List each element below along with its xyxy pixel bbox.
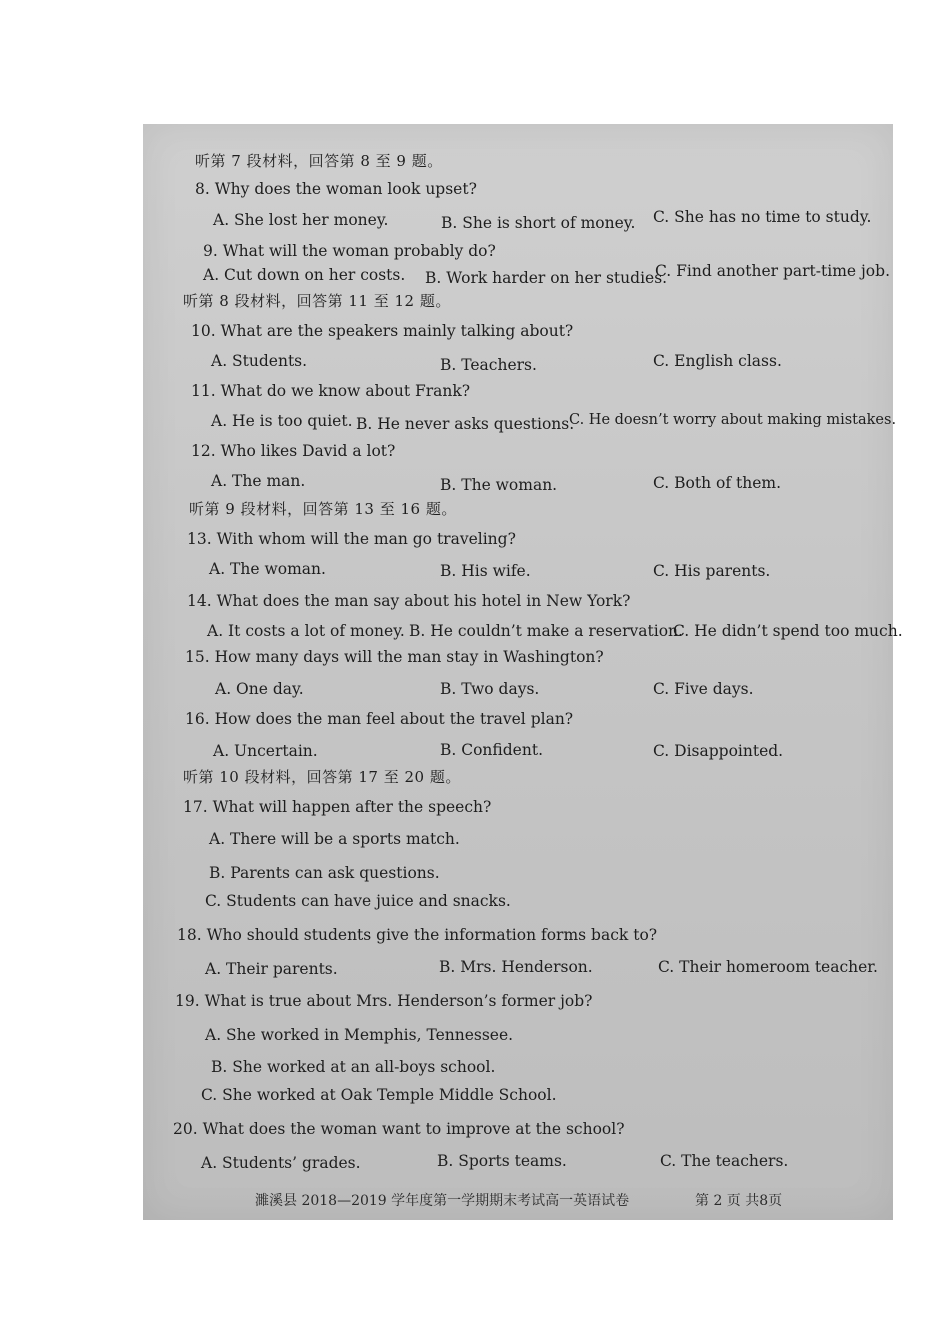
option-b: B. The woman. bbox=[440, 476, 558, 494]
option-b: B. Sports teams. bbox=[437, 1152, 567, 1170]
option-b: B. He couldn’t make a reservation. bbox=[409, 622, 683, 640]
option-c: C. Their homeroom teacher. bbox=[658, 958, 878, 976]
option-a: A. One day. bbox=[215, 680, 304, 698]
option-c: C. Both of them. bbox=[653, 474, 782, 492]
question-text: 14. What does the man say about his hotel in New York? bbox=[187, 592, 631, 610]
option-b: B. She worked at an all-boys school. bbox=[211, 1058, 496, 1076]
option-c: C. Find another part-time job. bbox=[655, 262, 890, 280]
option-a: A. Their parents. bbox=[205, 960, 338, 978]
question-text: 9. What will the woman probably do? bbox=[203, 242, 496, 260]
option-c: C. His parents. bbox=[653, 562, 771, 580]
option-b: B. His wife. bbox=[440, 562, 531, 580]
option-a: A. Uncertain. bbox=[213, 742, 318, 760]
option-b: B. She is short of money. bbox=[441, 214, 636, 232]
option-c: C. Five days. bbox=[653, 680, 754, 698]
option-b: B. Two days. bbox=[440, 680, 540, 698]
page-number: 第 2 页 共8页 bbox=[695, 1193, 783, 1209]
exam-page bbox=[143, 124, 903, 1220]
section-heading: 听第 7 段材料，回答第 8 至 9 题。 bbox=[195, 152, 443, 170]
option-c: C. He didn’t spend too much. bbox=[673, 622, 903, 640]
option-a: A. Students’ grades. bbox=[201, 1154, 361, 1172]
option-b: B. Work harder on her studies. bbox=[425, 269, 668, 287]
option-c: C. Disappointed. bbox=[653, 742, 784, 760]
option-b: B. He never asks questions. bbox=[356, 415, 575, 433]
option-c: C. The teachers. bbox=[660, 1152, 789, 1170]
option-c: C. He doesn’t worry about making mistakes. bbox=[569, 412, 897, 428]
option-a: A. She worked in Memphis, Tennessee. bbox=[205, 1026, 514, 1044]
section-heading: 听第 9 段材料，回答第 13 至 16 题。 bbox=[189, 500, 457, 518]
question-text: 10. What are the speakers mainly talking about? bbox=[191, 322, 574, 340]
option-b: B. Confident. bbox=[440, 741, 543, 759]
option-a: A. She lost her money. bbox=[213, 211, 389, 229]
question-text: 11. What do we know about Frank? bbox=[191, 382, 471, 400]
question-text: 12. Who likes David a lot? bbox=[191, 442, 396, 460]
question-text: 16. How does the man feel about the travel plan? bbox=[185, 710, 574, 728]
option-a: A. The woman. bbox=[209, 560, 326, 578]
option-a: A. There will be a sports match. bbox=[209, 830, 460, 848]
section-heading: 听第 10 段材料，回答第 17 至 20 题。 bbox=[183, 768, 461, 786]
option-a: A. Cut down on her costs. bbox=[203, 266, 406, 284]
option-a: A. Students. bbox=[211, 352, 308, 370]
question-text: 8. Why does the woman look upset? bbox=[195, 180, 477, 198]
option-b: B. Mrs. Henderson. bbox=[439, 958, 593, 976]
option-a: A. The man. bbox=[211, 472, 306, 490]
option-b: B. Teachers. bbox=[440, 356, 537, 374]
section-heading: 听第 8 段材料，回答第 11 至 12 题。 bbox=[183, 292, 451, 310]
option-b: B. Parents can ask questions. bbox=[209, 864, 440, 882]
question-text: 17. What will happen after the speech? bbox=[183, 798, 492, 816]
option-c: C. She has no time to study. bbox=[653, 208, 872, 226]
question-text: 19. What is true about Mrs. Henderson’s former job? bbox=[175, 992, 593, 1010]
option-c: C. English class. bbox=[653, 352, 782, 370]
option-c: C. Students can have juice and snacks. bbox=[205, 892, 511, 910]
question-text: 15. How many days will the man stay in Washington? bbox=[185, 648, 604, 666]
option-a: A. He is too quiet. bbox=[211, 412, 353, 430]
option-c: C. She worked at Oak Temple Middle School. bbox=[201, 1086, 557, 1104]
question-text: 13. With whom will the man go traveling? bbox=[187, 530, 516, 548]
exam-title: 濉溪县 2018—2019 学年度第一学期期末考试高一英语试卷 bbox=[255, 1193, 630, 1209]
question-text: 20. What does the woman want to improve at the school? bbox=[173, 1120, 625, 1138]
question-text: 18. Who should students give the information forms back to? bbox=[177, 926, 658, 944]
option-a: A. It costs a lot of money. bbox=[207, 622, 405, 640]
